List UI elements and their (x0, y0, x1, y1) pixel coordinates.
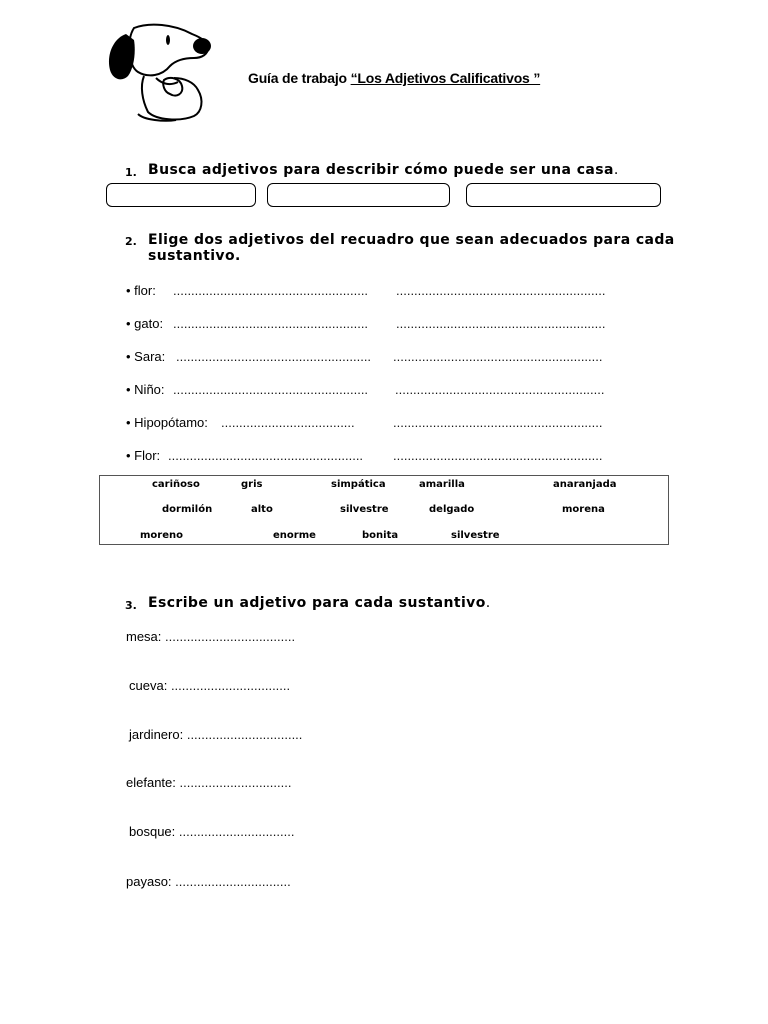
item-flor-2 (126, 448, 160, 463)
word: alto (251, 504, 273, 515)
item-flor (126, 283, 156, 298)
answer-box-2[interactable] (267, 183, 450, 207)
answer-line[interactable]: .................................... (165, 629, 296, 644)
word: moreno (140, 530, 183, 541)
item-bosque (129, 824, 294, 839)
answer-line[interactable]: ..................................... (221, 415, 355, 430)
word: gris (241, 479, 263, 490)
word: amarilla (419, 479, 465, 490)
word: simpática (331, 479, 386, 490)
item-label: jardinero: (129, 727, 184, 742)
question-2-text (148, 232, 675, 264)
answer-line[interactable]: .......................................................... (396, 283, 606, 298)
item-label: • flor: (126, 283, 156, 298)
word: anaranjada (553, 479, 617, 490)
item-jardinero (129, 727, 302, 742)
item-label: elefante: (126, 775, 176, 790)
item-label: • Flor: (126, 448, 161, 463)
item-sara (126, 349, 165, 364)
item-label: • Niño: (126, 382, 165, 397)
answer-line[interactable]: ................................ (178, 824, 295, 839)
word: delgado (429, 504, 475, 515)
answer-box-3[interactable] (466, 183, 661, 207)
answer-line[interactable]: ...................................................... (168, 448, 364, 463)
word: enorme (273, 530, 316, 541)
answer-line[interactable]: ................................. (170, 678, 291, 693)
question-1-number: 1. (125, 166, 137, 179)
answer-line[interactable]: .......................................................... (393, 448, 603, 463)
word: bonita (362, 530, 399, 541)
item-label: cueva: (129, 678, 168, 693)
item-hipopotamo (126, 415, 208, 430)
question-1-text (148, 162, 619, 178)
answer-line[interactable]: ............................... (179, 775, 292, 790)
word: cariñoso (152, 479, 200, 490)
answer-line[interactable]: ................................ (186, 727, 303, 742)
item-label: mesa: (126, 629, 162, 644)
question-2-line-2: sustantivo. (148, 248, 241, 264)
item-label: • Hipopótamo: (126, 415, 208, 430)
answer-line[interactable]: .......................................................... (395, 382, 605, 397)
answer-line[interactable]: .......................................................... (393, 349, 603, 364)
item-label: bosque: (129, 824, 176, 839)
item-cueva (129, 678, 290, 693)
word: morena (562, 504, 605, 515)
question-3-prompt: Escribe un adjetivo para cada sustantivo (148, 595, 486, 611)
answer-line[interactable]: .......................................................... (393, 415, 603, 430)
item-label: • Sara: (126, 349, 166, 364)
word: dormilón (162, 504, 213, 515)
answer-box-1[interactable] (106, 183, 256, 207)
answer-line[interactable]: ...................................................... (173, 316, 369, 331)
item-nino (126, 382, 165, 397)
answer-line[interactable]: .......................................................... (396, 316, 606, 331)
page-title (248, 70, 540, 86)
item-elefante (126, 775, 291, 790)
item-mesa (126, 629, 295, 644)
title-main: “Los Adjetivos Calificativos ” (350, 70, 541, 86)
item-payaso (126, 874, 291, 889)
word: silvestre (340, 504, 389, 515)
question-3-end: . (485, 595, 491, 611)
question-1-prompt: Busca adjetivos para describir cómo puede ser una (148, 162, 577, 178)
word: silvestre (451, 530, 500, 541)
question-2-line-1: Elige dos adjetivos del recuadro que sean adecuados para cada (148, 232, 675, 248)
item-label: • gato: (126, 316, 164, 331)
question-3-text (148, 595, 491, 611)
item-label: payaso: (126, 874, 172, 889)
answer-line[interactable]: ...................................................... (173, 283, 369, 298)
title-prefix: Guía de trabajo (248, 70, 351, 86)
question-2-number: 2. (125, 235, 137, 248)
question-3-number: 3. (125, 599, 137, 612)
question-1-emphasis: casa (576, 162, 614, 178)
snoopy-illustration (104, 20, 222, 124)
answer-line[interactable]: ...................................................... (173, 382, 369, 397)
answer-line[interactable]: ...................................................... (176, 349, 372, 364)
answer-line[interactable]: ................................ (175, 874, 291, 889)
item-gato (126, 316, 163, 331)
question-1-end: . (613, 162, 619, 178)
